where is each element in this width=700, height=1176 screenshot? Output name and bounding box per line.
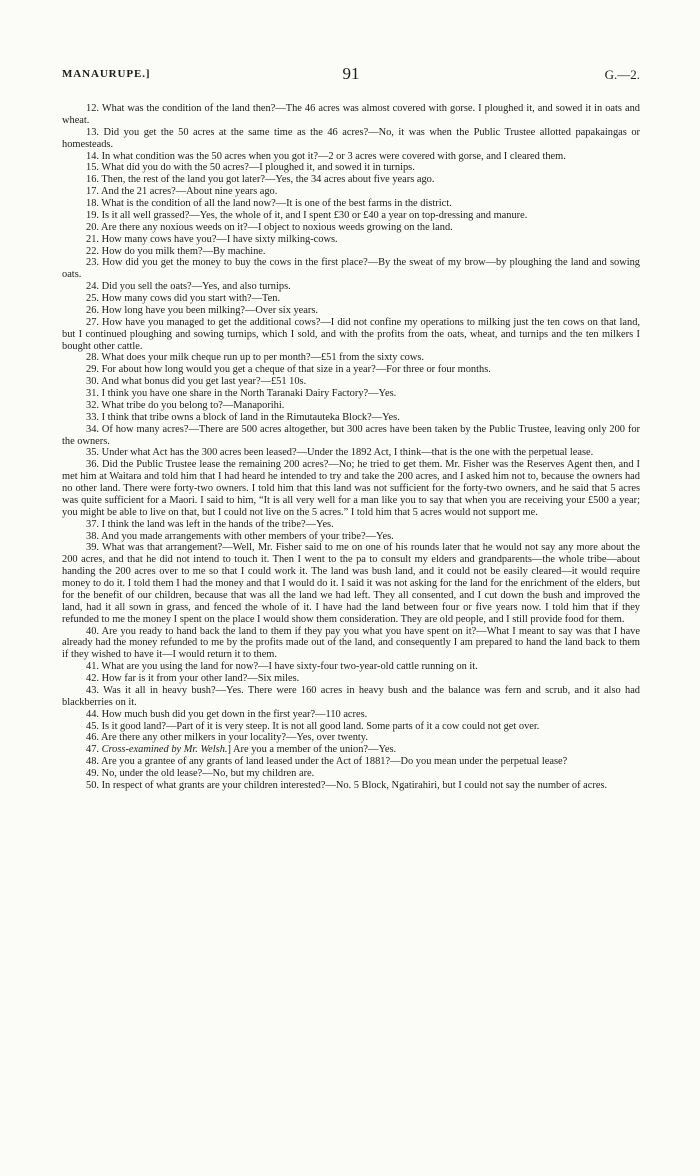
paragraph-26: 26. How long have you been milking?—Over six years. [86, 304, 319, 316]
paragraph-31: 31. I think you have one share in the North Taranaki Dairy Factory?—Yes. [86, 388, 397, 399]
paragraph-16: 16. Then, the rest of the land you got later?—Yes, the 34 acres about five years ago. [86, 174, 435, 186]
paragraph-17: 17. And the 21 acres?—About nine years ago. [86, 186, 278, 198]
paragraph-25: 25. How many cows did you start with?—Ten. [86, 293, 281, 304]
paragraph-43: 43. Was it all in heavy bush?—Yes. There were 160 acres in heavy bush and the balance was fern and scrub, and it also had blackberries on it. [62, 684, 640, 708]
paragraph-32: 32. What tribe do you belong to?—Manaporihi. [86, 399, 285, 411]
paragraph-24: 24. Did you sell the oats?—Yes, and also turnips. [86, 281, 291, 293]
paragraph-23: 23. How did you get the money to buy the cows in the first place?—By the sweat of my brow—by ploughing the land and sowing oats. [62, 257, 640, 281]
paragraph-45: 45. Is it good land?—Part of it is very steep. It is not all good land. Some parts of it a cow could not get over. [86, 720, 540, 732]
running-head-left: MANAURUPE.] [62, 68, 151, 80]
paragraph-36: 36. Did the Public Trustee lease the remaining 200 acres?—No; he tried to get them. Mr. Fisher was the Reserves Agent then, and I met him at Waitara and told him that I had heard he intended to try and take the 200 acres, and I asked him not to, because the owners had no other land. There were forty-two owners. I told him that this land was not sufficient for the forty-two owners, and he said that 5 acres was quite sufficient for a Maori. I said to him, “It is all very well for a man like you to say that when you are receiving your £500 a year; you might be able to live on that, but I could not live on the 5 acres.” I told him that 5 acres would not support me. [62, 459, 640, 518]
paragraph-28: 28. What does your milk cheque run up to per month?—£51 from the sixty cows. [86, 352, 425, 364]
page-header [62, 64, 640, 86]
paragraph-49: 49. No, under the old lease?—No, but my children are. [86, 768, 315, 779]
paragraph-39: 39. What was that arrangement?—Well, Mr. Fisher said to me on one of his rounds later that he would not say any more about the 200 acres, and that he did not intend to touch it. Then I went to the pa to consult my elders and grandparents—the whole tribe—about handing the 200 acres over to me so that I could work it. The land was bush land, and it could not be easily cleared—it would require money to do it. I told them I had the money and that I would do it. I said it was not asking for the land for the enrichment of the elders, but for the benefit of our children, because that was all the land we had left. They all consented, and I cut down the bush and improved the land, had it all sown in grass, and fenced the whole of it. I have had the land between four or five years now. I told him that if they refunded to me the money I spent on the place I would show them consideration. They are old people, and I still provide food for them. [62, 542, 640, 625]
paragraph-44: 44. How much bush did you get down in the first year?—110 acres. [86, 708, 368, 720]
document-reference: G.—2. [604, 67, 640, 82]
paragraph-46: 46. Are there any other milkers in your locality?—Yes, over twenty. [86, 732, 368, 744]
paragraph-18: 18. What is the condition of all the land now?—It is one of the best farms in the district. [86, 198, 452, 209]
paragraph-27: 27. How have you managed to get the additional cows?—I did not confine my operations to milking just the ten cows on that land, but I continued ploughing and sowing turnips, which I sold, and with the profits from the oats, wheat, and turnips and the ten milkers I bought other cattle. [62, 316, 640, 352]
paragraph-14: 14. In what condition was the 50 acres when you got it?—2 or 3 acres were covered with gorse, and I cleared them. [86, 150, 566, 162]
paragraph-41: 41. What are you using the land for now?—I have sixty-four two-year-old cattle running on it. [86, 661, 478, 673]
paragraph-50: 50. In respect of what grants are your children interested?—No. 5 Block, Ngatirahiri, but I could not say the number of acres. [86, 779, 608, 791]
paragraph-40: 40. Are you ready to hand back the land to them if they pay you what you have spent on it?—What I meant to say was that I have already had the money refunded to me by the profits made out of the land, and consequently I am prepared to hand the land back to them if they wished to have it—I would return it to them. [62, 625, 640, 661]
paragraph-15: 15. What did you do with the 50 acres?—I ploughed it, and sowed it in turnips. [86, 162, 415, 174]
paragraph-38: 38. And you made arrangements with other members of your tribe?—Yes. [86, 530, 394, 542]
paragraph-30: 30. And what bonus did you get last year?—£51 10s. [86, 376, 307, 388]
paragraph-35: 35. Under what Act has the 300 acres been leased?—Under the 1892 Act, I think—that is the one with the perpetual lease. [86, 447, 594, 459]
paragraph-33: 33. I think that tribe owns a block of land in the Rimutauteka Block?—Yes. [86, 411, 400, 423]
paragraph-19: 19. Is it all well grassed?—Yes, the whole of it, and I spent £30 or £40 a year on top-dressing and manure. [86, 209, 528, 221]
paragraph-21: 21. How many cows have you?—I have sixty milking-cows. [86, 233, 338, 245]
paragraph-47 [62, 744, 640, 756]
paragraph-37: 37. I think the land was left in the hands of the tribe?—Yes. [86, 518, 334, 530]
paragraph-48: 48. Are you a grantee of any grants of land leased under the Act of 1881?—Do you mean under the perpetual lease? [86, 756, 568, 768]
paragraph-20: 20. Are there any noxious weeds on it?—I object to noxious weeds growing on the land. [86, 221, 453, 233]
paragraph-12: 12. What was the condition of the land then?—The 46 acres was almost covered with gorse. I ploughed it, and sowed it in oats and wheat. [62, 103, 640, 126]
paragraph-42: 42. How far is it from your other land?—Six miles. [86, 673, 300, 684]
page-number: 91 [342, 64, 360, 83]
cross-examination-heading: Cross-examined by Mr. Welsh. [101, 744, 228, 756]
paragraph-29: 29. For about how long would you get a cheque of that size in a year?—For three or four months. [86, 364, 491, 376]
paragraph-13: 13. Did you get the 50 acres at the same time as the 46 acres?—No, it was when the Public Trustee allotted papakaingas or homesteads. [62, 126, 640, 150]
paragraph-47-number: 47. [86, 744, 102, 756]
document-body [62, 103, 640, 792]
paragraph-34: 34. Of how many acres?—There are 500 acres altogether, but 300 acres have been taken by the Public Trustee, leaving only 200 for the owners. [62, 423, 640, 447]
paragraph-47-text: ] Are you a member of the union?—Yes. [227, 744, 397, 756]
paragraph-22: 22. How do you milk them?—By machine. [86, 245, 266, 257]
